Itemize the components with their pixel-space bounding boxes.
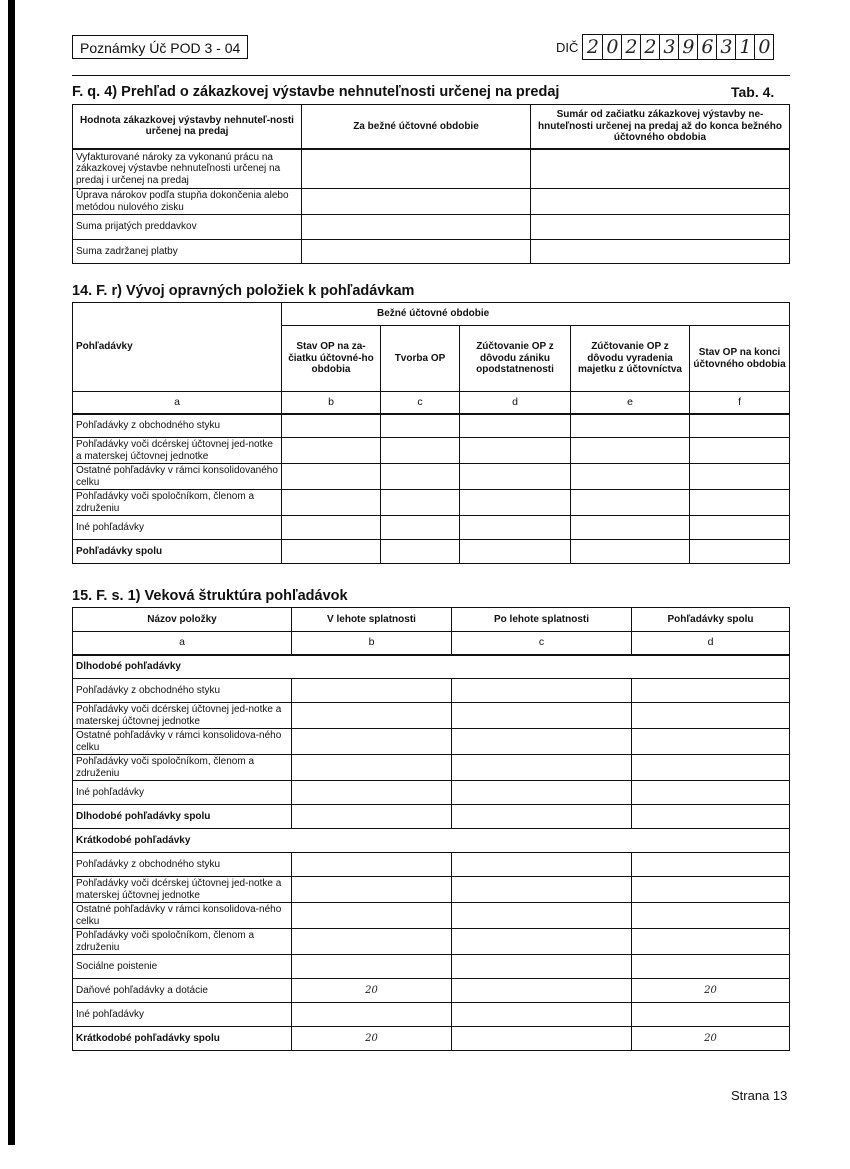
column-letter: c [381, 392, 460, 414]
table-row [73, 215, 790, 240]
section-15-title: 15. F. s. 1) Veková štruktúra pohľadávok [72, 588, 348, 604]
table-row [73, 955, 790, 979]
value-cell[interactable] [571, 414, 690, 438]
value-cell[interactable] [452, 1027, 632, 1051]
group-heading-long-term: Dlhodobé pohľadávky [73, 655, 790, 679]
value-cell[interactable] [292, 703, 452, 729]
value-cell[interactable] [292, 755, 452, 781]
table-construction-overview [72, 104, 790, 264]
table-row [73, 729, 790, 755]
value-cell[interactable] [452, 781, 632, 805]
dic-digit[interactable]: 3 [659, 35, 678, 59]
row-label: Pohľadávky voči spoločníkom, členom a združeniu [73, 929, 292, 955]
value-cell[interactable] [632, 853, 790, 877]
value-cell[interactable] [690, 414, 790, 438]
column-header: V lehote splatnosti [292, 608, 452, 632]
value-cell[interactable] [292, 679, 452, 703]
row-label: Pohľadávky z obchodného styku [73, 414, 282, 438]
table-row [73, 929, 790, 955]
row-label: Iné pohľadávky [73, 781, 292, 805]
value-cell[interactable] [452, 755, 632, 781]
column-letter: c [452, 632, 632, 655]
table-row [73, 853, 790, 877]
column-header: Po lehote splatnosti [452, 608, 632, 632]
value-cell[interactable]: 20 [632, 979, 790, 1003]
row-label: Dlhodobé pohľadávky spolu [73, 805, 292, 829]
row-label: Ostatné pohľadávky v rámci konsolidova-ného celku [73, 729, 292, 755]
value-cell[interactable] [632, 679, 790, 703]
table-row [73, 781, 790, 805]
value-cell[interactable] [460, 540, 571, 564]
value-cell[interactable] [632, 729, 790, 755]
value-cell[interactable] [690, 516, 790, 540]
row-label: Iné pohľadávky [73, 1003, 292, 1027]
value-cell[interactable] [632, 703, 790, 729]
row-label: Pohľadávky z obchodného styku [73, 853, 292, 877]
section-q4-title: F. q. 4) Prehľad o zákazkovej výstavbe nehnuteľnosti určenej na predaj [72, 84, 560, 100]
value-cell[interactable] [632, 903, 790, 929]
column-header: Názov položky [73, 608, 292, 632]
table-row [73, 979, 790, 1003]
value-cell[interactable] [282, 516, 381, 540]
column-letter: e [571, 392, 690, 414]
value-cell[interactable] [632, 1003, 790, 1027]
value-cell[interactable] [292, 877, 452, 903]
table-row [73, 438, 790, 464]
value-cell[interactable] [632, 877, 790, 903]
column-header: Pohľadávky spolu [632, 608, 790, 632]
value-cell[interactable] [292, 853, 452, 877]
row-label: Daňové pohľadávky a dotácie [73, 979, 292, 1003]
dic-digit[interactable]: 2 [621, 35, 640, 59]
value-cell[interactable] [690, 490, 790, 516]
value-cell[interactable] [282, 540, 381, 564]
table-allowance-development [72, 302, 790, 564]
value-cell[interactable] [452, 929, 632, 955]
dic-digit[interactable]: 2 [640, 35, 659, 59]
scan-edge-artifact [8, 0, 15, 1145]
value-cell[interactable]: 20 [292, 979, 452, 1003]
value-cell[interactable] [292, 903, 452, 929]
value-cell[interactable] [452, 679, 632, 703]
dic-digit[interactable]: 2 [586, 36, 599, 58]
value-cell[interactable] [460, 464, 571, 490]
column-letter: d [460, 392, 571, 414]
table-row [73, 903, 790, 929]
value-cell[interactable] [632, 805, 790, 829]
table-row [73, 805, 790, 829]
value-cell[interactable] [282, 438, 381, 464]
column-letter: b [292, 632, 452, 655]
column-letter: d [632, 632, 790, 655]
row-label: Pohľadávky voči spoločníkom, členom a združeniu [73, 490, 282, 516]
table-row [73, 755, 790, 781]
table-row [73, 149, 790, 189]
dic-digit[interactable]: 0 [754, 35, 773, 59]
value-cell[interactable] [381, 464, 460, 490]
value-cell[interactable] [460, 490, 571, 516]
value-cell[interactable] [292, 1003, 452, 1027]
table-row [73, 1003, 790, 1027]
value-cell[interactable] [571, 438, 690, 464]
value-cell[interactable] [452, 729, 632, 755]
row-label: Pohľadávky z obchodného styku [73, 679, 292, 703]
header-divider [72, 75, 790, 76]
dic-field [556, 33, 774, 61]
value-cell[interactable] [632, 755, 790, 781]
table-row [73, 703, 790, 729]
row-label: Pohľadávky spolu [73, 540, 282, 564]
value-cell[interactable] [531, 189, 790, 215]
value-cell[interactable] [282, 414, 381, 438]
value-cell[interactable] [690, 464, 790, 490]
column-header: Stav OP na konci účtovného obdobia [690, 326, 790, 392]
value-cell[interactable] [292, 729, 452, 755]
table-row [73, 240, 790, 264]
column-header: Zúčtovanie OP z dôvodu vyradenia majetku z účtovníctva [571, 326, 690, 392]
value-cell[interactable] [452, 703, 632, 729]
row-label: Iné pohľadávky [73, 516, 282, 540]
column-header: Sumár od začiatku zákazkovej výstavby ne-hnuteľnosti určenej na predaj až do konca bežného účtovného obdobia [531, 105, 790, 149]
value-cell[interactable] [690, 438, 790, 464]
value-cell[interactable] [632, 955, 790, 979]
value-cell[interactable] [381, 490, 460, 516]
column-letter: b [282, 392, 381, 414]
value-cell[interactable] [292, 929, 452, 955]
row-label: Ostatné pohľadávky v rámci konsolidovaného celku [73, 464, 282, 490]
table-row [73, 877, 790, 903]
value-cell[interactable] [302, 149, 531, 189]
value-cell[interactable] [571, 464, 690, 490]
value-cell[interactable] [571, 540, 690, 564]
value-cell[interactable] [381, 438, 460, 464]
table-row [73, 189, 790, 215]
table-row [73, 464, 790, 490]
value-cell[interactable] [381, 414, 460, 438]
value-cell[interactable] [292, 955, 452, 979]
value-cell[interactable] [381, 540, 460, 564]
value-cell[interactable] [452, 877, 632, 903]
row-label: Pohľadávky voči spoločníkom, členom a združeniu [73, 755, 292, 781]
column-header: Stav OP na za-čiatku účtovné-ho obdobia [282, 326, 381, 392]
column-letter: a [73, 632, 292, 655]
row-label: Krátkodobé pohľadávky spolu [73, 1027, 292, 1051]
row-label: Ostatné pohľadávky v rámci konsolidova-ného celku [73, 903, 292, 929]
page-number: Strana 13 [731, 1088, 788, 1103]
value-cell[interactable] [531, 149, 790, 189]
dic-digit[interactable]: 1 [735, 35, 754, 59]
row-label: Vyfakturované nároky za vykonanú prácu na zákazkovej výstavbe nehnuteľnosti určenej na predaj i určenej na predaj [73, 149, 302, 189]
row-label: Suma prijatých preddavkov [73, 215, 302, 240]
value-cell[interactable] [381, 516, 460, 540]
table-row [73, 540, 790, 564]
table-row [73, 414, 790, 438]
column-letter: a [73, 392, 282, 414]
tab-label: Tab. 4. [731, 84, 775, 100]
form-id: Poznámky Úč POD 3 - 04 [72, 35, 248, 59]
row-label: Pohľadávky voči dcérskej účtovnej jed-notke a materskej účtovnej jednotke [73, 703, 292, 729]
table-row [73, 516, 790, 540]
value-cell[interactable] [282, 464, 381, 490]
value-cell[interactable] [302, 189, 531, 215]
column-header: Tvorba OP [381, 326, 460, 392]
value-cell[interactable] [452, 805, 632, 829]
column-header: Za bežné účtovné obdobie [302, 105, 531, 149]
table-receivables-age-structure [72, 607, 790, 1051]
value-cell[interactable] [302, 240, 531, 264]
column-header: Hodnota zákazkovej výstavby nehnuteľ-nosti určenej na predaj [73, 105, 302, 149]
value-cell[interactable] [460, 516, 571, 540]
value-cell[interactable] [460, 414, 571, 438]
dic-digit-boxes [582, 34, 774, 60]
dic-digit[interactable]: 9 [678, 35, 697, 59]
dic-digit[interactable]: 6 [697, 35, 716, 59]
value-cell[interactable] [452, 979, 632, 1003]
section-14-title: 14. F. r) Vývoj opravných položiek k pohľadávkam [72, 283, 415, 299]
value-cell[interactable] [571, 490, 690, 516]
row-label: Suma zadržanej platby [73, 240, 302, 264]
row-label: Sociálne poistenie [73, 955, 292, 979]
value-cell[interactable] [302, 215, 531, 240]
value-cell[interactable] [632, 929, 790, 955]
value-cell[interactable]: 20 [632, 1027, 790, 1051]
group-heading-short-term: Krátkodobé pohľadávky [73, 829, 790, 853]
value-cell[interactable] [531, 240, 790, 264]
table-row [73, 490, 790, 516]
value-cell[interactable]: 20 [292, 1027, 452, 1051]
dic-digit[interactable]: 0 [602, 35, 621, 59]
value-cell[interactable] [282, 490, 381, 516]
value-cell[interactable] [531, 215, 790, 240]
value-cell[interactable] [460, 438, 571, 464]
row-label: Pohľadávky voči dcérskej účtovnej jed-notke a materskej účtovnej jednotke [73, 877, 292, 903]
dic-digit[interactable]: 3 [716, 35, 735, 59]
value-cell[interactable] [452, 955, 632, 979]
row-label: Úprava nárokov podľa stupňa dokončenia alebo metódou nulového zisku [73, 189, 302, 215]
value-cell[interactable] [690, 540, 790, 564]
column-letter: f [690, 392, 790, 414]
table-row [73, 679, 790, 703]
value-cell[interactable] [292, 805, 452, 829]
table-row [73, 1027, 790, 1051]
column-header: Zúčtovanie OP z dôvodu zániku opodstatnenosti [460, 326, 571, 392]
value-cell[interactable] [632, 781, 790, 805]
group-header: Bežné účtovné obdobie [282, 303, 790, 326]
value-cell[interactable] [452, 853, 632, 877]
dic-label: DIČ [556, 39, 579, 55]
row-header: Pohľadávky [73, 303, 282, 392]
row-label: Pohľadávky voči dcérskej účtovnej jed-notke a materskej účtovnej jednotke [73, 438, 282, 464]
value-cell[interactable] [571, 516, 690, 540]
value-cell[interactable] [452, 1003, 632, 1027]
value-cell[interactable] [292, 781, 452, 805]
value-cell[interactable] [452, 903, 632, 929]
